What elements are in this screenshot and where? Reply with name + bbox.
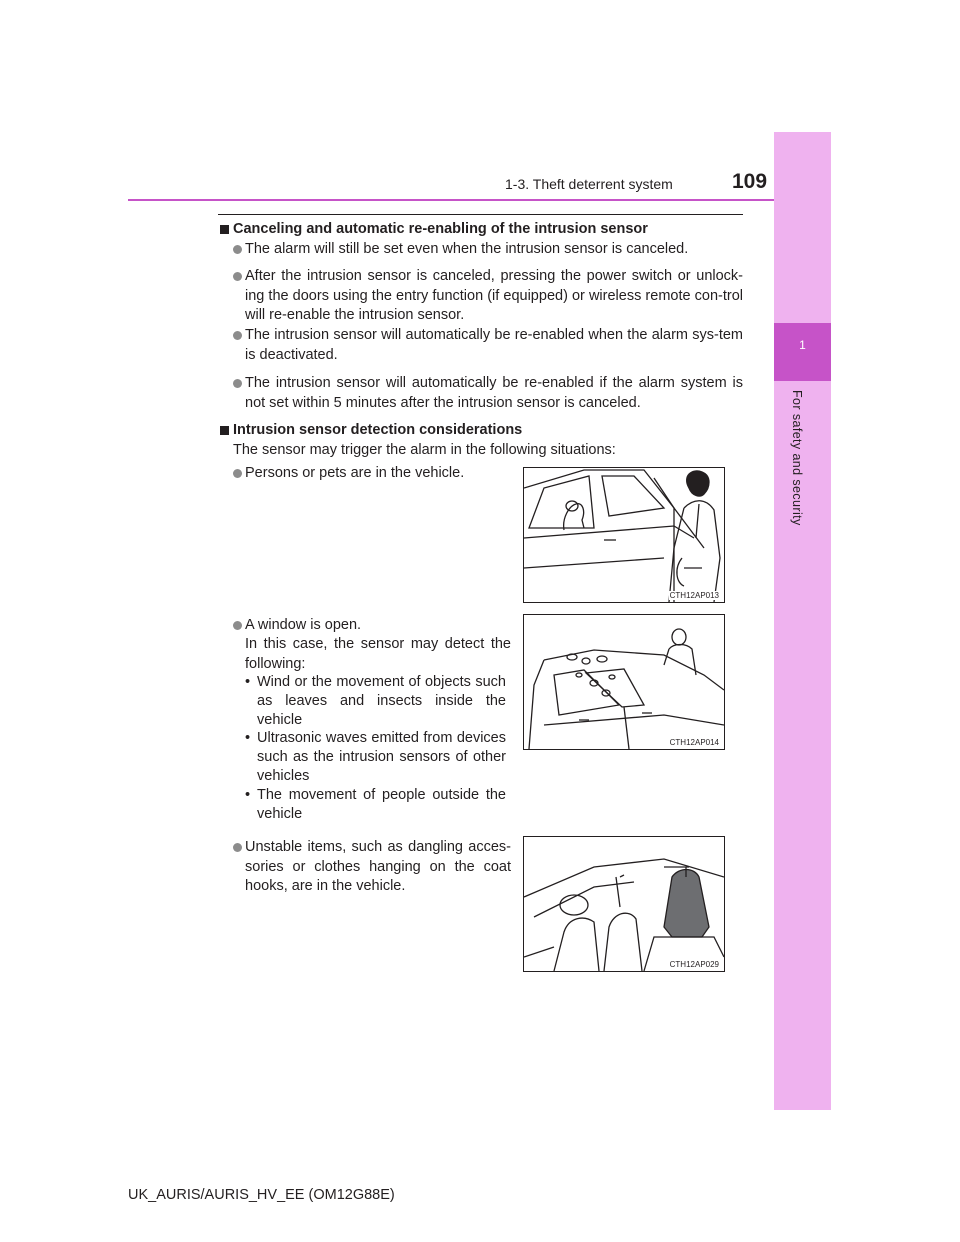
chapter-number: 1 bbox=[799, 338, 806, 352]
round-bullet-icon bbox=[233, 621, 242, 630]
bullet-text: The intrusion sensor will automatically be re-enabled if the alarm system is not set within 5 minutes after the intrusion sensor is canceled. bbox=[245, 375, 743, 411]
figure-code: CTH12AP014 bbox=[669, 738, 719, 747]
chapter-title: For safety and security bbox=[790, 390, 804, 526]
section-heading-canceling: Canceling and automatic re-enabling of the intrusion sensor bbox=[233, 221, 648, 237]
illustration-open-window bbox=[523, 614, 725, 750]
page-number: 109 bbox=[732, 170, 768, 193]
item-detail-text: In this case, the sensor may detect the following: bbox=[245, 636, 511, 672]
content-top-rule bbox=[218, 214, 743, 215]
item-text-unstable-items: Unstable items, such as dangling acces-sories or clothes hanging on the coat hooks, are in the vehicle. bbox=[245, 839, 511, 894]
sub-bullet-mark: • bbox=[245, 674, 251, 690]
item-text-window-open: A window is open. bbox=[245, 617, 362, 633]
sub-bullet-text: Wind or the movement of objects such as leaves and insects inside the vehicle bbox=[257, 674, 506, 728]
illustration-person-and-dog bbox=[523, 467, 725, 603]
manual-code-footer: UK_AURIS/AURIS_HV_EE (OM12G88E) bbox=[128, 1187, 395, 1203]
section-heading-considerations: Intrusion sensor detection considerations bbox=[233, 422, 523, 438]
car-door-drawing bbox=[524, 468, 724, 602]
bullet-text: The alarm will still be set even when the intrusion sensor is canceled. bbox=[245, 241, 689, 257]
bullet-text: The intrusion sensor will automatically be re-enabled when the alarm sys-tem is deactivated. bbox=[245, 327, 743, 363]
side-tab-chapter-marker bbox=[774, 323, 831, 381]
car-interior-drawing bbox=[524, 837, 724, 971]
bullet-text: After the intrusion sensor is canceled, pressing the power switch or unlock-ing the doors using the entry function (if equipped) or wireless remote con-trol will re-enable the intrusion sensor. bbox=[245, 268, 743, 323]
round-bullet-icon bbox=[233, 331, 242, 340]
figure-code: CTH12AP029 bbox=[669, 960, 719, 969]
section-intro-text: The sensor may trigger the alarm in the following situations: bbox=[233, 442, 616, 458]
round-bullet-icon bbox=[233, 843, 242, 852]
header-section-title: 1-3. Theft deterrent system bbox=[505, 176, 673, 192]
round-bullet-icon bbox=[233, 379, 242, 388]
square-bullet-icon bbox=[220, 225, 229, 234]
side-tab bbox=[774, 132, 831, 1110]
sub-bullet-text: The movement of people outside the vehicle bbox=[257, 787, 506, 822]
sub-bullet-text: Ultrasonic waves emitted from devices such as the intrusion sensors of other vehicles bbox=[257, 730, 506, 784]
header-rule bbox=[128, 199, 831, 201]
sub-bullet-mark: • bbox=[245, 787, 251, 803]
square-bullet-icon bbox=[220, 426, 229, 435]
sub-bullet-mark: • bbox=[245, 730, 251, 746]
illustration-hanging-clothes bbox=[523, 836, 725, 972]
round-bullet-icon bbox=[233, 245, 242, 254]
figure-code: CTH12AP013 bbox=[669, 591, 719, 600]
item-text-persons-pets: Persons or pets are in the vehicle. bbox=[245, 465, 465, 481]
car-window-drawing bbox=[524, 615, 724, 749]
round-bullet-icon bbox=[233, 272, 242, 281]
round-bullet-icon bbox=[233, 469, 242, 478]
